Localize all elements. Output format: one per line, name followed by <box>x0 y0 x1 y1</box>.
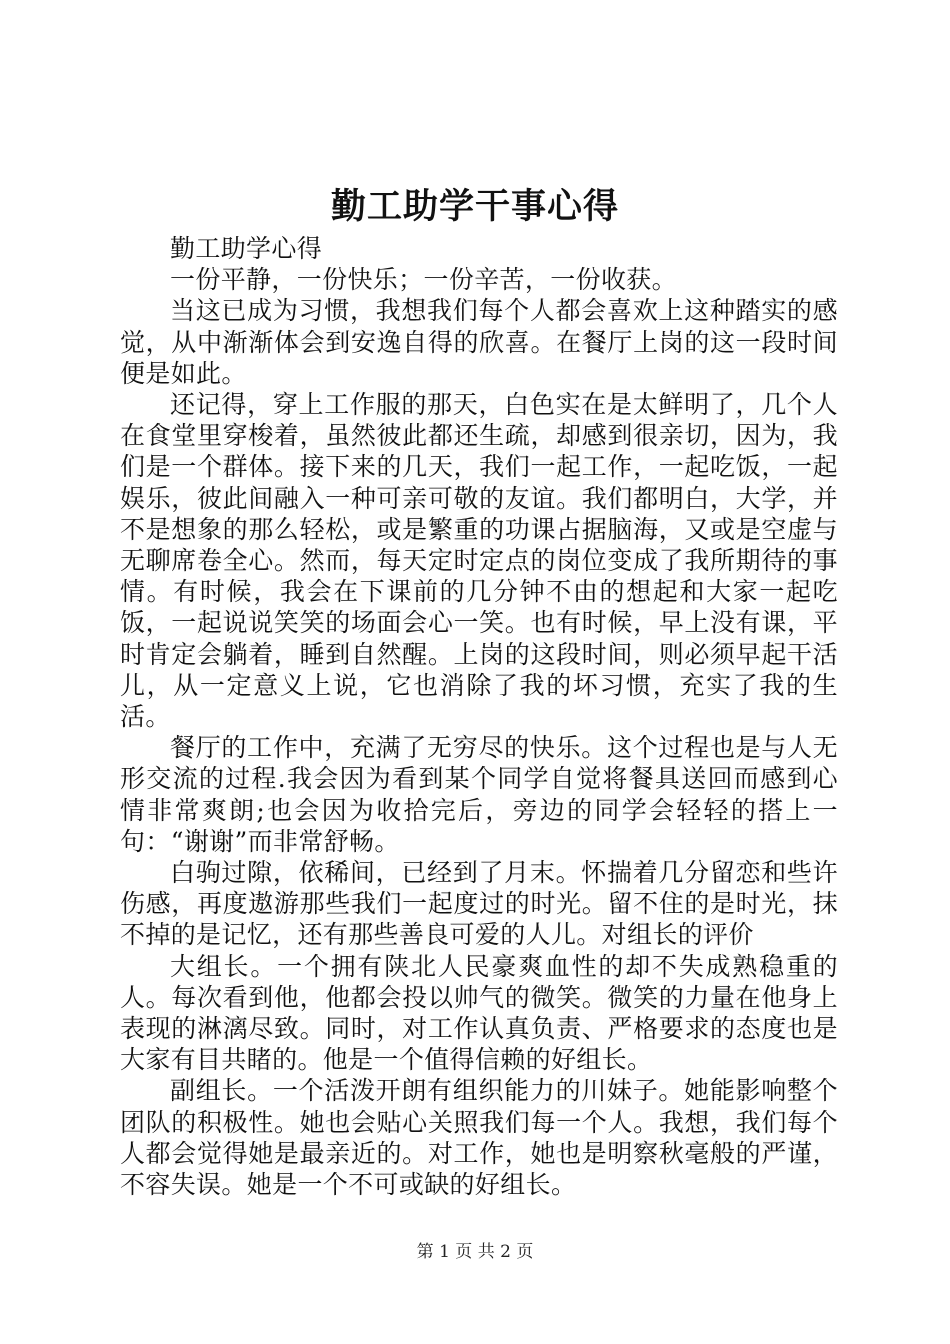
paragraph-canteen-work: 餐厅的工作中，充满了无穷尽的快乐。这个过程也是与人无形交流的过程.我会因为看到某个同学自觉将餐具送回而感到心情非常爽朗;也会因为收拾完后，旁边的同学会轻轻的搭上一句：“谢谢”而非常舒畅。 <box>120 733 838 856</box>
paragraph-deputy-leader: 副组长。一个活泼开朗有组织能力的川妹子。她能影响整个团队的积极性。她也会贴心关照我们每一个人。我想，我们每个人都会觉得她是最亲近的。对工作，她也是明察秋毫般的严谨，不容失误。她是一个不可或缺的好组长。 <box>120 1076 838 1200</box>
document-body <box>120 233 838 1200</box>
paragraph-memories: 还记得，穿上工作服的那天，白色实在是太鲜明了，几个人在食堂里穿梭着，虽然彼此都还生疏，却感到很亲切，因为，我们是一个群体。接下来的几天，我们一起工作，一起吃饭，一起娱乐，彼此间融入一种可亲可敬的友谊。我们都明白，大学，并不是想象的那么轻松，或是繁重的功课占据脑海，又或是空虚与无聊席卷全心。然而，每天定时定点的岗位变成了我所期待的事情。有时候，我会在下课前的几分钟不由的想起和大家一起吃饭，一起说说笑笑的场面会心一笑。也有时候，早上没有课，平时肯定会躺着，睡到自然醒。上岗的这段时间，则必须早起干活儿，从一定意义上说，它也消除了我的坏习惯，充实了我的生活。 <box>120 390 838 732</box>
paragraph-motto: 一份平静，一份快乐；一份辛苦，一份收获。 <box>170 265 678 295</box>
document-title: 勤工助学干事心得 <box>330 186 619 227</box>
paragraph-subtitle: 勤工助学心得 <box>170 234 323 263</box>
paragraph-habit: 当这已成为习惯，我想我们每个人都会喜欢上这种踏实的感觉，从中渐渐体会到安逸自得的欣喜。在餐厅上岗的这一段时间便是如此。 <box>120 296 838 388</box>
page-number-footer: 第 1 页 共 2 页 <box>416 1242 534 1262</box>
paragraph-month-end: 白驹过隙，依稀间，已经到了月末。怀揣着几分留恋和些许伤感，再度遨游那些我们一起度过的时光。留不住的是时光，抹不掉的是记忆，还有那些善良可爱的人儿。对组长的评价 <box>120 858 838 950</box>
paragraph-team-leader: 大组长。一个拥有陕北人民豪爽血性的却不失成熟稳重的人。每次看到他，他都会投以帅气的微笑。微笑的力量在他身上表现的淋漓尽致。同时，对工作认真负责、严格要求的态度也是大家有目共睹的。他是一个值得信赖的好组长。 <box>120 951 838 1075</box>
